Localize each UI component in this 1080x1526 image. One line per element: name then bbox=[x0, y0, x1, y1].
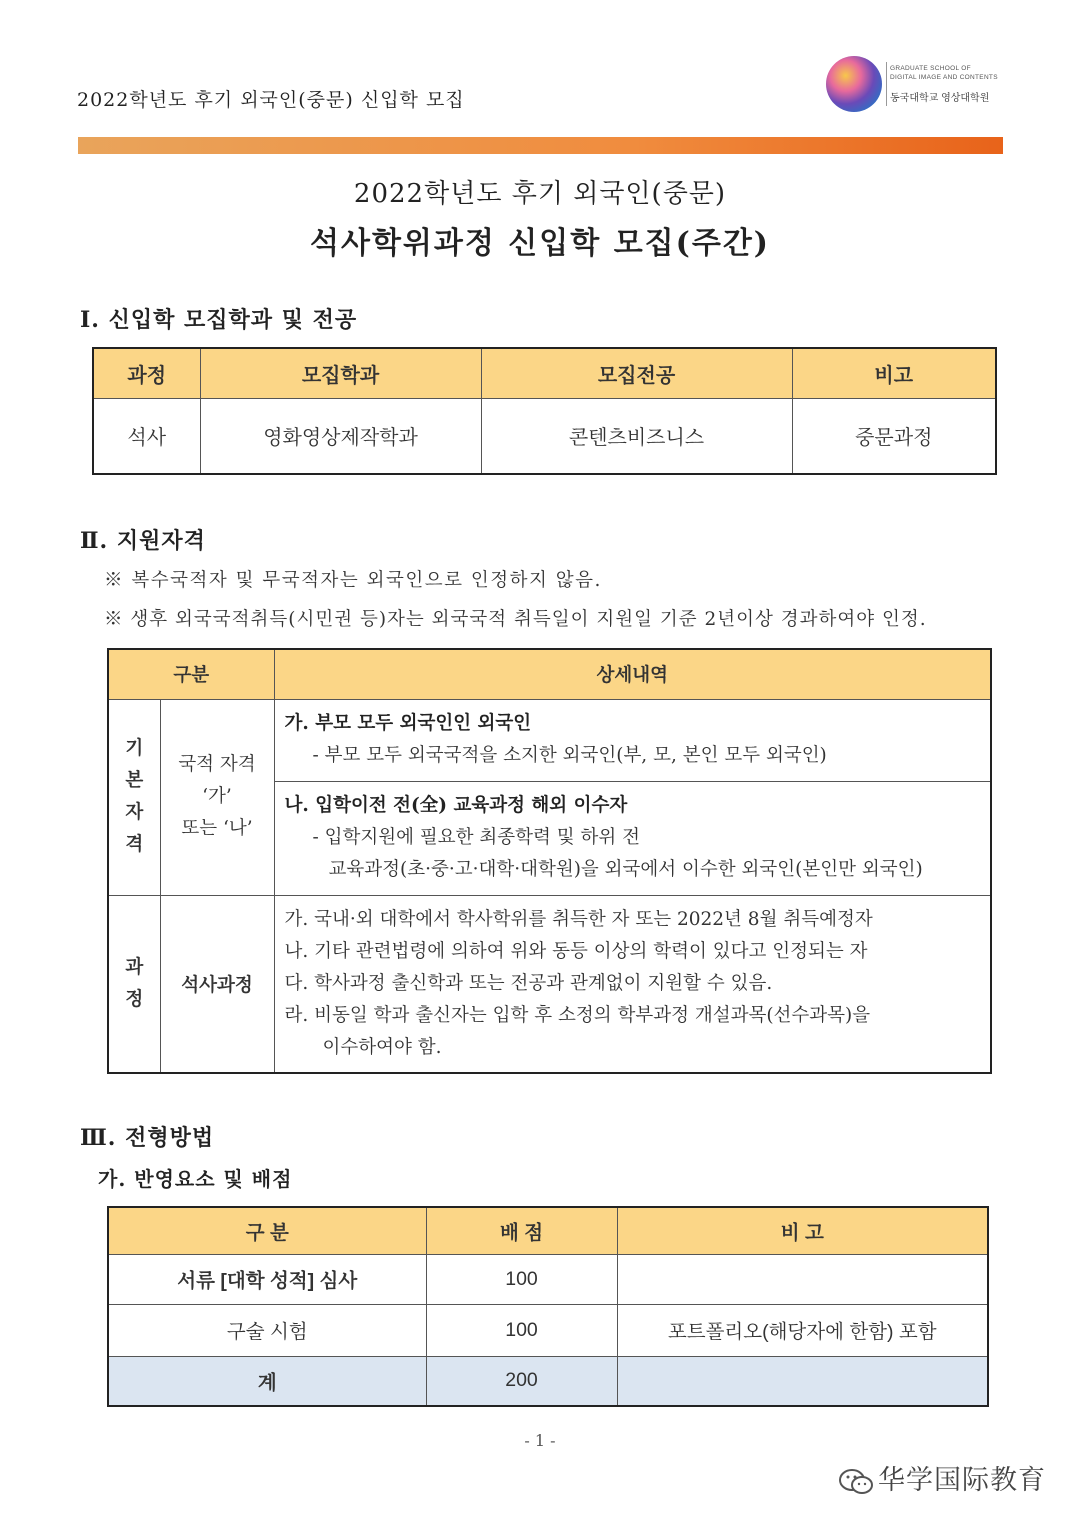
table-header-cell: 비 고 bbox=[617, 1207, 988, 1254]
scoring-table bbox=[107, 1206, 989, 1407]
condition-na-cell bbox=[274, 781, 991, 895]
table-row bbox=[108, 699, 991, 781]
table-header-cell: 배 점 bbox=[426, 1207, 617, 1254]
logo-emblem-icon bbox=[826, 56, 882, 112]
table-cell: 포트폴리오(해당자에 한함) 포함 bbox=[617, 1304, 988, 1356]
condition-ga-title: 가. 부모 모두 외국인인 외국인 bbox=[284, 713, 532, 734]
condition-na-detail-2: 교육과정(초·중·고·대학·대학원)을 외국에서 이수한 외국인(본인만 외국인) bbox=[328, 859, 923, 880]
table-header-cell: 모집전공 bbox=[481, 348, 792, 398]
table-cell: 영화영상제작학과 bbox=[200, 398, 481, 474]
table-header-cell: 구 분 bbox=[108, 1207, 426, 1254]
table-cell: 서류 [대학 성적] 심사 bbox=[108, 1254, 426, 1304]
document-title-line-2: 석사학위과정 신입학 모집(주간) bbox=[309, 226, 771, 261]
list-item: 다. 학사과정 출신학과 또는 전공과 관계없이 지원할 수 있음. bbox=[284, 972, 773, 994]
master-requirements-cell bbox=[274, 895, 991, 1073]
list-item: 라. 비동일 학과 출신자는 입학 후 소정의 학부과정 개설과목(선수과목)을 bbox=[284, 1004, 871, 1026]
table-total-row bbox=[108, 1356, 988, 1406]
master-course-label: 석사과정 bbox=[160, 895, 274, 1073]
list-item: 이수하여야 함. bbox=[322, 1036, 442, 1058]
logo-en-line-1: GRADUATE SCHOOL OF bbox=[890, 65, 971, 72]
table-cell: 100 bbox=[426, 1254, 617, 1304]
table-cell bbox=[617, 1254, 988, 1304]
condition-na-detail-1: - 입학지원에 필요한 최종학력 및 하위 전 bbox=[312, 827, 640, 848]
table-header-cell: 상세내역 bbox=[274, 649, 991, 699]
table-header-cell: 비고 bbox=[792, 348, 996, 398]
eligibility-note-1: ※ 복수국적자 및 무국적자는 외국인으로 인정하지 않음. bbox=[104, 570, 602, 591]
list-item: 나. 기타 관련법령에 의하여 위와 동등 이상의 학력이 있다고 인정되는 자 bbox=[284, 940, 868, 962]
table-cell: 구술 시험 bbox=[108, 1304, 426, 1356]
basic-qualification-label: 기 본 자 격 bbox=[108, 699, 160, 895]
header-accent-bar bbox=[78, 137, 1003, 154]
table-cell: 콘텐츠비즈니스 bbox=[481, 398, 792, 474]
eligibility-note-2: ※ 생후 외국국적취득(시민권 등)자는 외국국적 취득일이 지원일 기준 2년이상 경과하여야 인정. bbox=[104, 609, 927, 630]
section-3-heading: Ⅲ. 전형방법 bbox=[80, 1125, 215, 1151]
university-logo bbox=[826, 56, 1001, 114]
page-number: - 1 - bbox=[524, 1431, 556, 1450]
list-item: 가. 국내·외 대학에서 학사학위를 취득한 자 또는 2022년 8월 취득예정자 bbox=[284, 908, 873, 930]
table-cell: 100 bbox=[426, 1304, 617, 1356]
section-3-subheading: 가. 반영요소 및 배점 bbox=[98, 1167, 293, 1191]
nationality-label: 국적 자격 ‘가’ 또는 ‘나’ bbox=[160, 699, 274, 895]
section-2-heading: Ⅱ. 지원자격 bbox=[80, 528, 206, 554]
table-header-cell: 모집학과 bbox=[200, 348, 481, 398]
logo-divider bbox=[886, 62, 887, 106]
table-cell: 중문과정 bbox=[792, 398, 996, 474]
watermark-text: 华学国际教育 bbox=[878, 1465, 1046, 1496]
table-cell: 200 bbox=[426, 1356, 617, 1406]
condition-ga-cell bbox=[274, 699, 991, 781]
logo-english-text bbox=[890, 64, 998, 82]
logo-korean-text: 동국대학교 영상대학원 bbox=[890, 93, 990, 104]
table-row bbox=[108, 1254, 988, 1304]
table-header-row bbox=[108, 1207, 988, 1254]
table-header-row bbox=[93, 348, 996, 398]
table-cell: 계 bbox=[108, 1356, 426, 1406]
table-row bbox=[108, 895, 991, 1073]
recruitment-table bbox=[92, 347, 997, 475]
condition-na-title: 나. 입학이전 전(全) 교육과정 해외 이수자 bbox=[284, 795, 628, 816]
table-row bbox=[93, 398, 996, 474]
table-cell: 석사 bbox=[93, 398, 200, 474]
document-title-line-1: 2022학년도 후기 외국인(중문) bbox=[353, 179, 727, 209]
table-header-cell: 과정 bbox=[93, 348, 200, 398]
section-1-heading: Ⅰ. 신입학 모집학과 및 전공 bbox=[80, 307, 358, 333]
logo-en-line-2: DIGITAL IMAGE AND CONTENTS bbox=[890, 74, 998, 81]
course-label: 과 정 bbox=[108, 895, 160, 1073]
condition-ga-detail: - 부모 모두 외국국적을 소지한 외국인(부, 모, 본인 모두 외국인) bbox=[312, 745, 827, 766]
table-cell bbox=[617, 1356, 988, 1406]
table-header-cell: 구분 bbox=[108, 649, 274, 699]
wechat-icon bbox=[838, 1468, 874, 1496]
table-row bbox=[108, 1304, 988, 1356]
header-title: 2022학년도 후기 외국인(중문) 신입학 모집 bbox=[77, 89, 465, 111]
eligibility-table bbox=[107, 648, 992, 1074]
table-header-row bbox=[108, 649, 991, 699]
watermark bbox=[838, 1458, 1046, 1497]
